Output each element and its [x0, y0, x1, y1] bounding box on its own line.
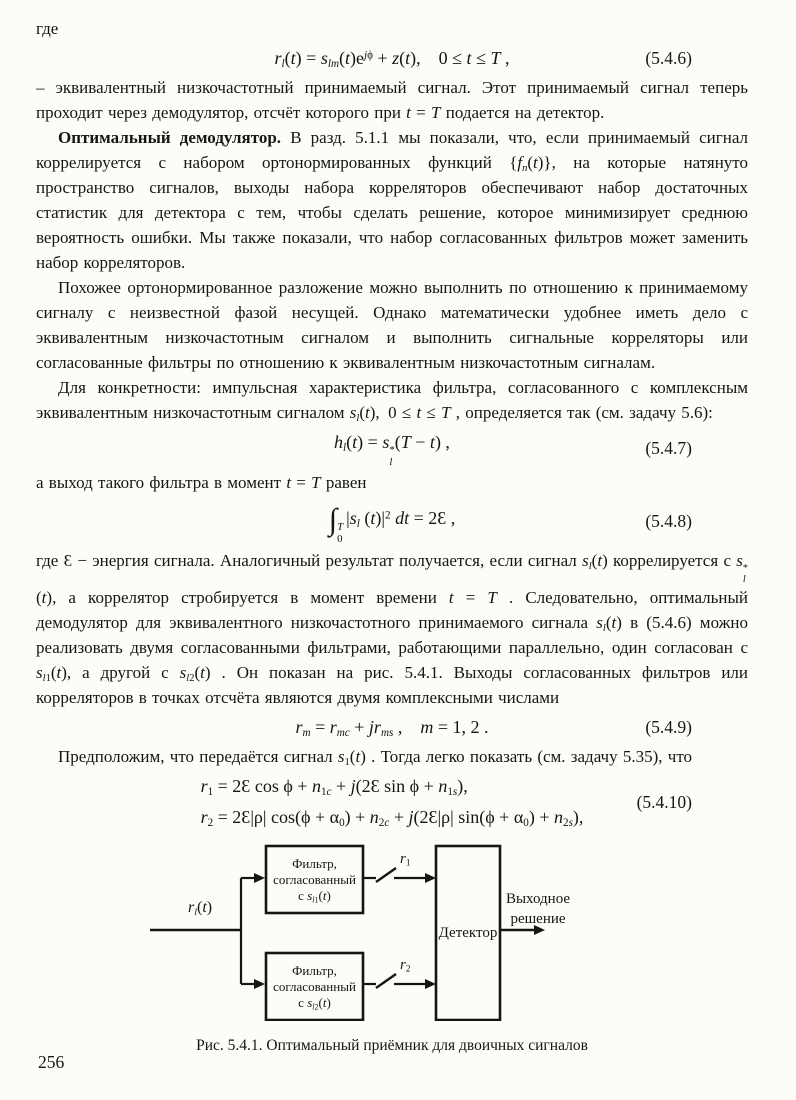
- filter1-label-line2: согласованный: [273, 871, 356, 887]
- equation-5-4-7-body: $h_l(t) = s$ * l (T − t) ,: [334, 432, 450, 468]
- paragraph-optimal-demodulator: Оптимальный демодулятор. В разд. 5.1.1 мы показали, что, если принимаемый сигнал коррелируется с набором ортонормированных функций $\{f_n(t)\}$, на которые натянуто пространство сигналов, выходы набора корреляторов обеспечивают набор достаточных статистик для детектора с тем, чтобы сделать решение, которое минимизирует среднюю вероятность ошибки. Мы также показали, что набор согласованных фильтров может заменить набор корреляторов.: [36, 128, 749, 272]
- figure-5-4-1-block-diagram: [148, 843, 708, 1021]
- filter2-label-line2: согласованный: [273, 978, 356, 994]
- figure-caption: Рис. 5.4.1. Оптимальный приёмник для двоичных сигналов: [196, 1037, 588, 1055]
- equation-5-4-6-number: (5.4.6): [645, 48, 692, 68]
- paragraph-received-signal: – эквивалентный низкочастотный принимаемый сигнал. Этот принимаемый сигнал теперь проходит через демодулятор, отсчёт которого при t = T подается на детектор.: [36, 78, 748, 122]
- equation-5-4-7-number: (5.4.7): [645, 437, 692, 458]
- lead-word: где: [36, 19, 59, 38]
- sample-r2-label: $r_2$: [400, 957, 411, 975]
- equation-5-4-8-body: ∫ T 0 $|s_l$ $(t)|^2$ dt = 2Ɛ ,: [328, 502, 456, 546]
- equation-5-4-6: [36, 43, 748, 73]
- equation-5-4-10-line2: $r_2$ = 2Ɛ|ρ| $\cos(\phi + \alpha_0) + n_{2c}$ + j(2Ɛ|ρ| $\sin(\phi + \alpha_0) + n_{2s}$),: [200, 807, 584, 830]
- equation-5-4-8: [36, 497, 748, 546]
- filter2-label-line1: Фильтр,: [292, 962, 337, 978]
- paragraph-signal-energy: где Ɛ − энергия сигнала. Аналогичный результат получается, если сигнал $s_l(t)$ коррелируется с s * l (t), а коррелятор стробируется в момент времени t = T . Следовательно, оптимальный демодулятор для эквивалентного низкочастотного принимаемого сигнала $s_l(t)$ в (5.4.6) можно реализовать двумя согласованными фильтрами, работающими параллельно, один согласован с $s_{l1}(t)$, а другой с $s_{l2}(t)$ . Он показан на рис. 5.4.1. Выходы согласованных фильтров или корреляторов в точках отсчёта являются двумя комплексными числами: [36, 550, 749, 708]
- output-decision-line2: решение: [510, 911, 566, 928]
- equation-5-4-8-number: (5.4.8): [645, 511, 692, 532]
- filter2-label-line3: с $s_{l2}(t)$: [298, 994, 331, 1012]
- switch2-blade: [376, 974, 396, 988]
- equation-5-4-10: [36, 771, 748, 833]
- detector-label: Детектор: [438, 924, 498, 941]
- output-decision-line1: Выходное: [505, 891, 571, 908]
- sample-r1-label: $r_1$: [400, 851, 411, 869]
- equation-5-4-9: [36, 712, 748, 742]
- filter1-label: [266, 846, 363, 913]
- filter2-label: [266, 953, 363, 1020]
- input-signal-label: $r_l(t)$: [188, 899, 213, 919]
- page-number: 256: [38, 1052, 65, 1072]
- paragraph-impulse-response: Для конкретности: импульсная характеристика фильтра, согласованного с комплексным эквивалентным низкочастотным сигналом $s_l(t)$, 0 ≤ t ≤ T , определяется так (см. задачу 5.6):: [36, 378, 748, 424]
- output-decision-label: [478, 889, 598, 929]
- paragraph-assume-signal: Предположим, что передаётся сигнал $s_1(t)$ . Тогда легко показать (см. задачу 5.35), что: [58, 747, 693, 769]
- equation-5-4-6-body: $r_l(t) = s_{lm}(t)e^{j\phi} + z(t)$, 0 ≤ t ≤ T ,: [274, 48, 510, 71]
- equation-5-4-9-body: $r_m = r_{mc} + jr_{ms}$ , m = 1, 2 .: [295, 717, 489, 740]
- equation-5-4-7: [36, 427, 748, 468]
- equation-5-4-10-number: (5.4.10): [636, 792, 692, 813]
- switch1-blade: [376, 868, 396, 882]
- filter1-label-line1: Фильтр,: [292, 855, 337, 871]
- filter1-label-line3: с $s_{l1}(t)$: [298, 887, 331, 905]
- equation-5-4-9-number: (5.4.9): [645, 717, 692, 738]
- equation-5-4-10-stack: [201, 771, 584, 833]
- block-diagram-lines: [148, 843, 708, 1021]
- equation-5-4-10-line1: $r_1$ = 2Ɛ $\cos \phi + n_{1c}$ + j(2Ɛ $\sin \phi + n_{1s}$),: [200, 776, 468, 799]
- paragraph-filter-output: а выход такого фильтра в момент t = T равен: [36, 473, 367, 493]
- paragraph-orthonormal-expansion: Похожее ортонормированное разложение можно выполнить по отношению к принимаемому сигналу с неизвестной фазой несущей. Однако математически удобнее иметь дело с эквивалентным низкочастотным сигналом и выполнить сигнальные корреляторы или согласованные фильтры по отношению к эквивалентным низкочастотным сигналам.: [36, 278, 748, 372]
